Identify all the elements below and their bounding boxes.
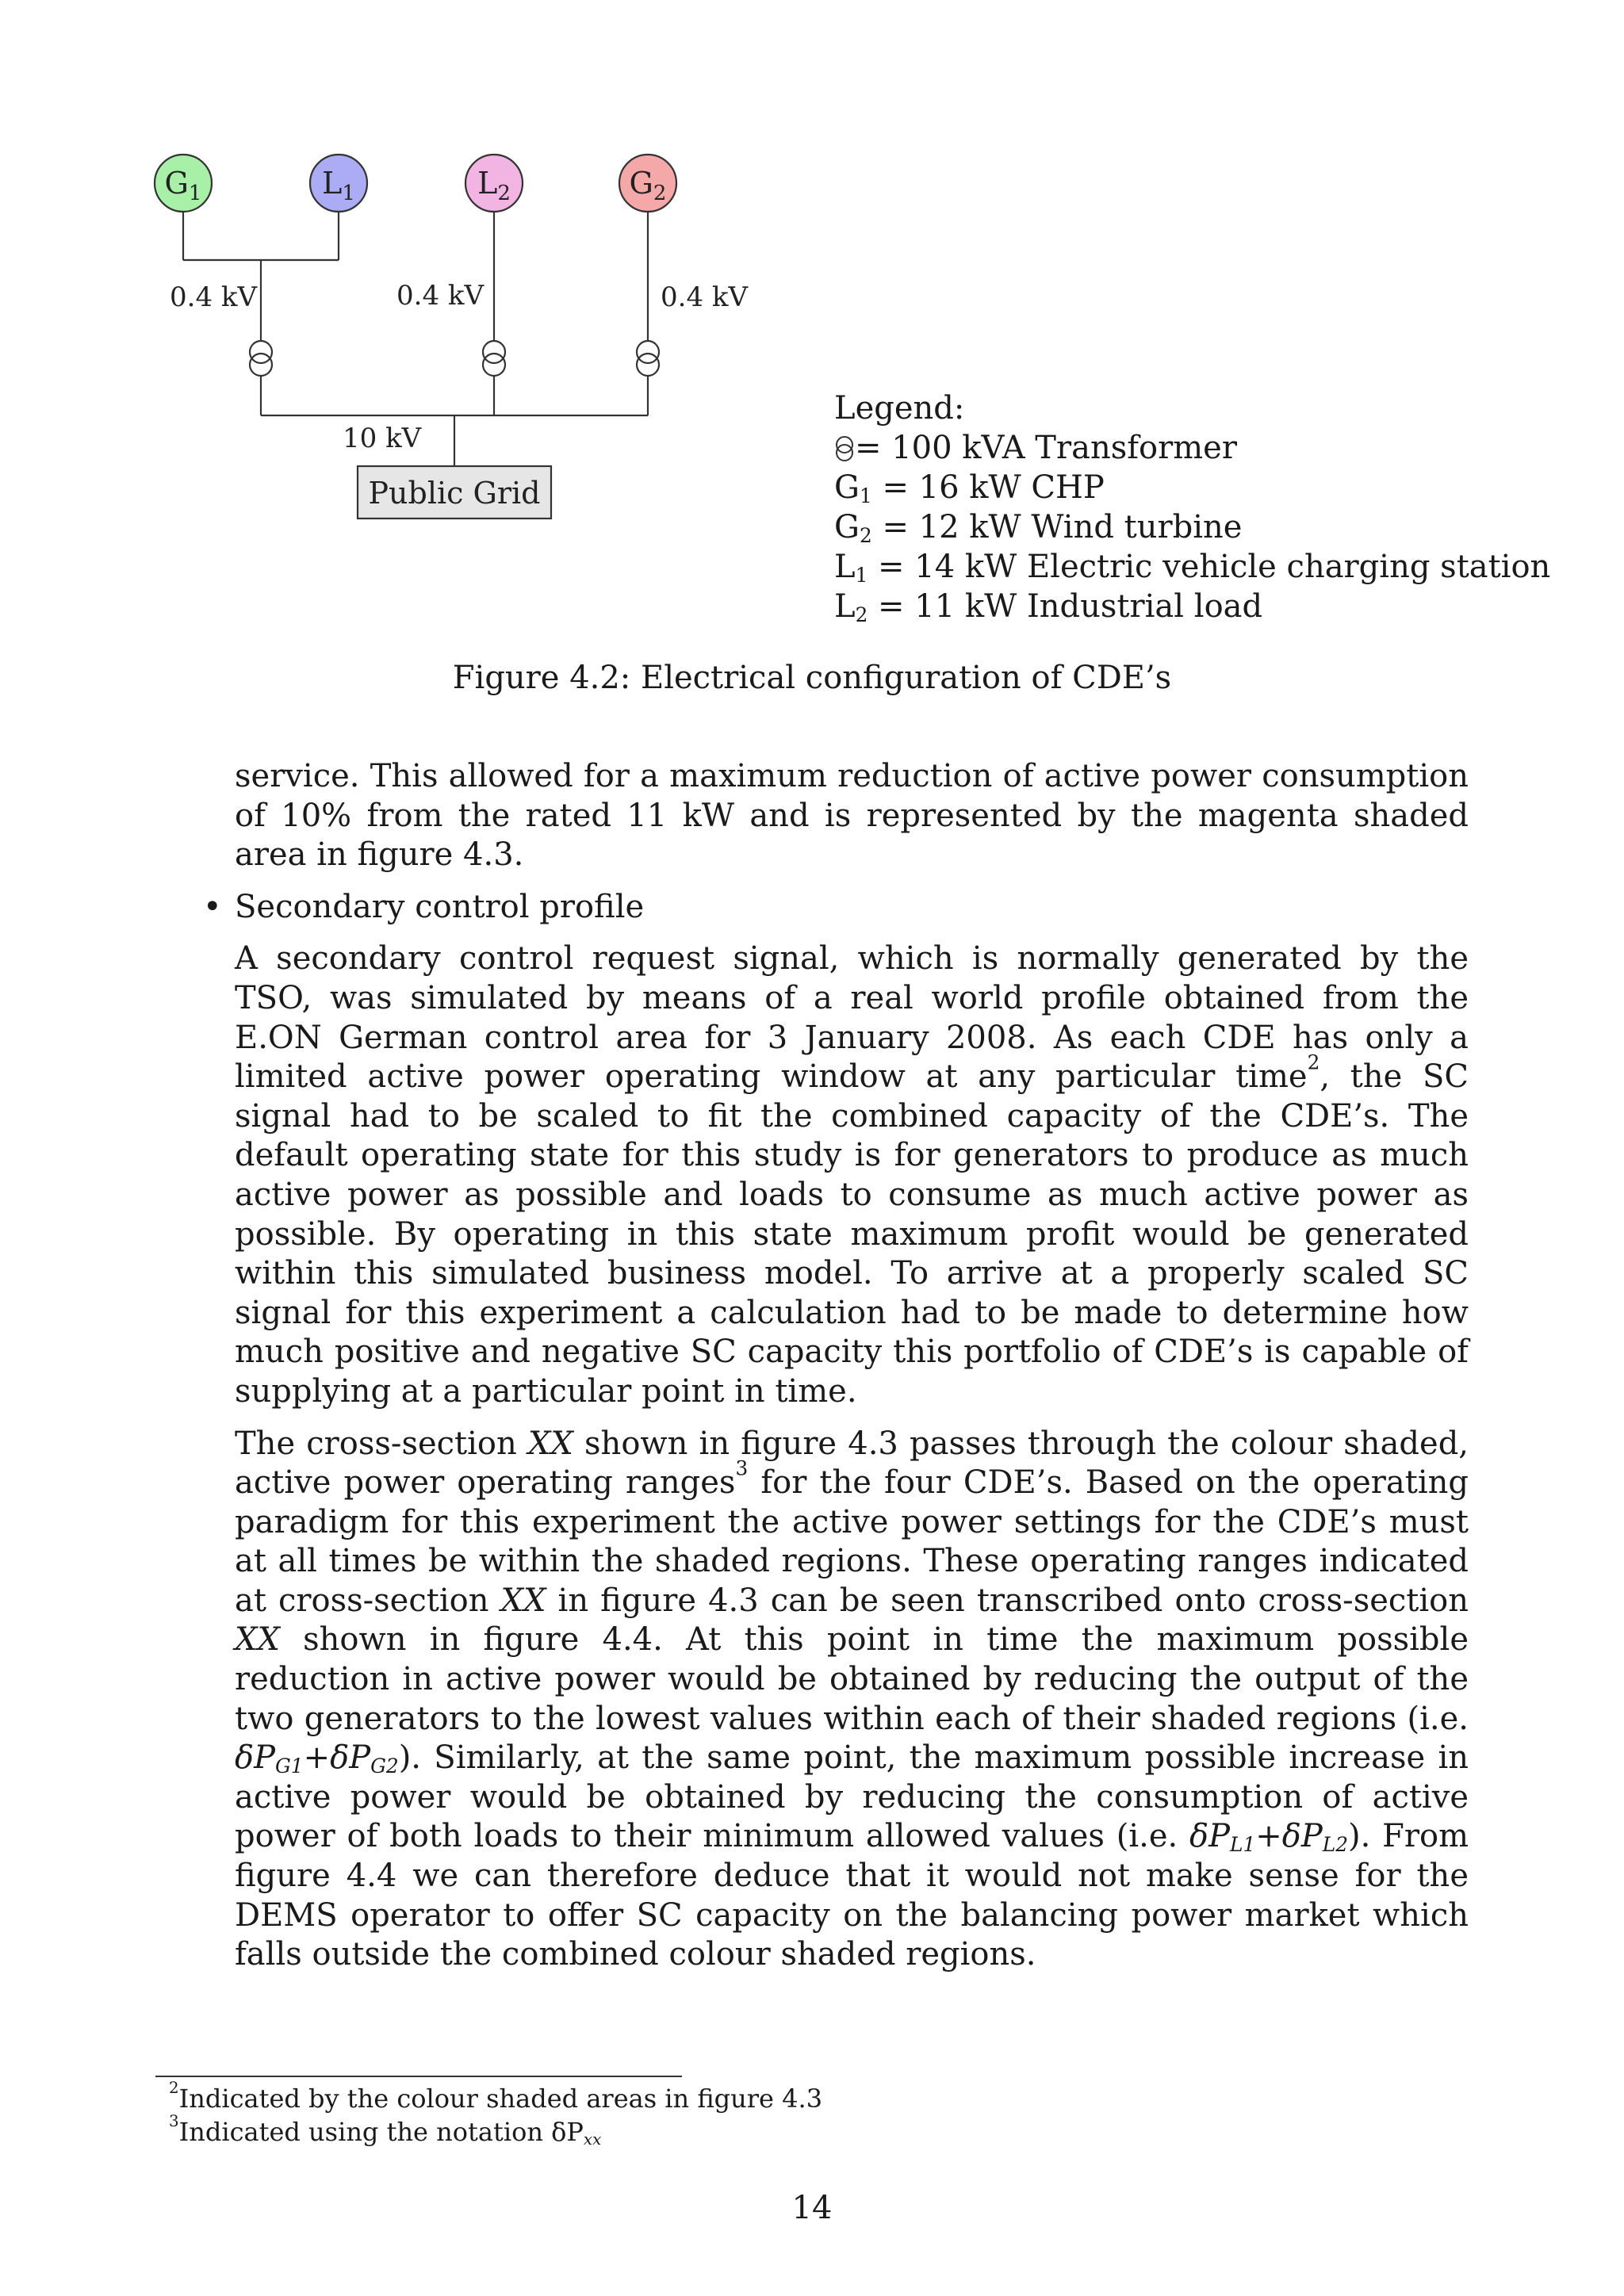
transformer-icon [637,341,659,376]
footnotes [169,2079,823,2149]
bullet-icon: • [203,888,222,925]
transformer-icon [250,341,272,376]
paragraph: A secondary control request signal, which is normally generated by the TSO, was simulated by means of a real world profile obtained from the E.ON German control area for 3 January 2008. As each CDE has only a limited active power operating window at any particular time$^2$, the SC signal had to be scaled to fit the combined capacity of the CDE’s. The default operating state for this study is for generators to produce as much active power as possible and loads to consume as much active power as possible. By operating in this state maximum profit would be generated within this simulated business model. To arrive at a properly scaled SC signal for this experiment a calculation had to be made to determine how much positive and negative SC capacity this portfolio of CDE’s is capable of supplying at a particular point in time. [235,940,1469,1410]
svg-text:G2: $G_2$ [629,166,667,205]
voltage-label: 10 kV [343,423,422,454]
body-text [203,757,1469,1988]
paragraph: service. This allowed for a maximum reduction of active power consumption of 10% from the rated 11 kW and is represented by the magenta shaded area in figure 4.3. [235,758,1469,874]
voltage-label: 0.4 kV [661,281,749,313]
footnote-ref: 2 [1307,1050,1320,1074]
voltage-label: 0.4 kV [396,280,485,312]
legend-title: Legend: [834,390,965,427]
paragraph: The cross-section XX shown in figure 4.3 passes through the colour shaded, active power operating ranges$^3$ for the four CDE’s. Based on the operating paradigm for this experiment the active power settings for the CDE’s must at all times be within the shaded regions. These operating ranges indicated at cross-section XX in figure 4.3 can be seen transcribed onto cross-section XX shown in figure 4.4. At this point in time the maximum possible reduction in active power would be obtained by reducing the output of the two generators to the lowest values within each of their shaded regions (i.e. $\delta P_{G1}+\delta P_{G2}$). Similarly, at the same point, the maximum possible increase in active power would be obtained by reducing the consumption of active power of both loads to their minimum allowed values (i.e. $\delta P_{L1}+\delta P_{L2}$). From figure 4.4 we can therefore deduce that it would not make sense for the DEMS operator to offer SC capacity on the balancing power market which falls outside the combined colour shaded regions. [235,1425,1469,1973]
footnote-ref: 3 [735,1456,749,1480]
legend-l1: $L_1 = 14$ kW Electric vehicle charging station [834,549,1551,587]
footnote: $^2$Indicated by the colour shaded areas in figure 4.3 [169,2079,823,2114]
node-g1 [155,155,212,212]
svg-text:L2: $L_2$ [477,166,511,205]
node-g2 [619,155,676,212]
legend-g2: $G_2 = 12$ kW Wind turbine [834,509,1243,548]
transformer-icon [834,434,855,463]
footnote: $^3$Indicated using the notation $\delta P_{xx}$ [169,2112,602,2149]
svg-text:L1: $L_1$ [322,166,355,205]
page-number: 14 [791,2190,833,2226]
node-l2 [465,155,523,212]
voltage-label: 0.4 kV [170,281,258,313]
legend-l2: $L_2 = 11$ kW Industrial load [834,588,1263,627]
figure-caption: Figure 4.2: Electrical configuration of CDE’s [452,660,1172,696]
legend-g1: $G_1 = 16$ kW CHP [834,469,1105,508]
svg-text:G1: $G_1$ [164,166,202,205]
public-grid-label: Public Grid [368,476,541,511]
legend-transformer: = 100 kVA Transformer [834,428,1550,468]
bullet-item: • Secondary control profile [235,888,1469,928]
transformer-icon [483,341,505,376]
legend [834,388,1550,626]
node-l1 [310,155,367,212]
footnote-divider [155,2076,682,2077]
